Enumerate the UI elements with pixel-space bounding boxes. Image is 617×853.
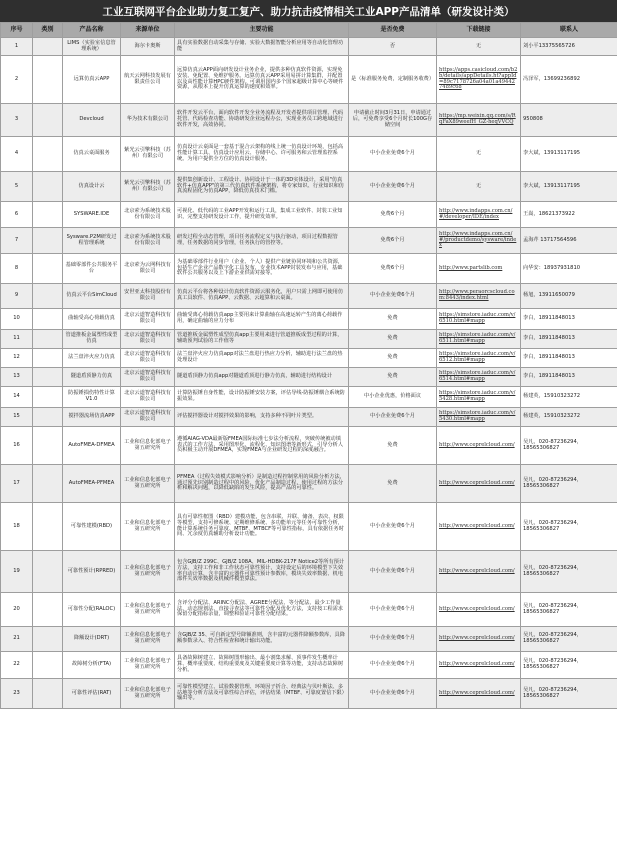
col-header-source: 来源单位 xyxy=(121,23,175,38)
row-category xyxy=(33,627,63,652)
row-number: 20 xyxy=(1,593,33,627)
row-number: 7 xyxy=(1,228,33,254)
table-header-row xyxy=(1,23,617,38)
row-source-unit: 工业和信息化部电子第五研究所 xyxy=(121,679,175,709)
row-download-link[interactable]: http://www.ceprelcloud.com/ xyxy=(437,465,521,503)
row-free-status: 免费6个月 xyxy=(349,228,437,254)
row-source-unit: 工业和信息化部电子第五研究所 xyxy=(121,427,175,465)
row-free-status: 中小企业免费6个月 xyxy=(349,627,437,652)
row-main-function: 可视化、低代码的工业APP开发和运行工具，集成工业软件、封装工业知识，完整支持研发设计工作，提升研发效率。 xyxy=(175,202,349,228)
row-source-unit: 工业和信息化部电子第五研究所 xyxy=(121,627,175,652)
row-product-name: Devcloud xyxy=(63,104,121,137)
row-category xyxy=(33,309,63,330)
table-row xyxy=(1,137,617,172)
row-category xyxy=(33,387,63,408)
row-main-function: 法兰盘淬火应力仿真app对法兰盘进行热应力分析，辅助进行法兰盘的热处理设计 xyxy=(175,349,349,368)
row-number: 16 xyxy=(1,427,33,465)
row-free-status: 免费6个月 xyxy=(349,202,437,228)
row-main-function: 管道推板金属塑性成型仿真app主要用来进行管道推板成型过程的计算，辅助预判试验的工作值等 xyxy=(175,330,349,349)
row-free-status: 中小企业免费6个月 xyxy=(349,551,437,593)
row-contact: 吴凡，020-87236294，18565306827 xyxy=(521,593,617,627)
row-source-unit: 工业和信息化部电子第五研究所 xyxy=(121,551,175,593)
row-contact: 吴凡，020-87236294，18565306827 xyxy=(521,551,617,593)
row-category xyxy=(33,284,63,309)
row-contact: 李白，18911848013 xyxy=(521,368,617,387)
row-source-unit: 紫光云引擎科技（苏州）有限公司 xyxy=(121,172,175,202)
col-header-function: 主要功能 xyxy=(175,23,349,38)
row-free-status: 中小企业免费6个月 xyxy=(349,172,437,202)
row-source-unit: 北京索为系统技术股份有限公司 xyxy=(121,202,175,228)
row-product-name: 降额设计(DRT) xyxy=(63,627,121,652)
row-number: 19 xyxy=(1,551,33,593)
col-header-link: 下载链接 xyxy=(437,23,521,38)
row-download-link[interactable]: http://www.peraorcscloud.com:8443/index.html xyxy=(437,284,521,309)
row-download-link: 无 xyxy=(437,172,521,202)
row-number: 4 xyxy=(1,137,33,172)
table-row xyxy=(1,503,617,551)
row-main-function: 提供集创新设计、工程设计、协同设计于一体的3D实体设计，采用"仿真软件+仿真APP"的第三代仿真软件系统架构，将专家知识、行业知识和仿真流程固化为仿真APP，降低仿真技术门槛。 xyxy=(175,172,349,202)
row-main-function: 计算防振锤自身性能，设计防振锤安装方案，评估导线-防振锤耦合系统防振效果。 xyxy=(175,387,349,408)
product-table xyxy=(0,22,617,709)
row-source-unit: 紫光云引擎科技（苏州）有限公司 xyxy=(121,137,175,172)
row-source-unit: 华为技术有限公司 xyxy=(121,104,175,137)
row-product-name: 可靠性建模(RBD) xyxy=(63,503,121,551)
row-number: 1 xyxy=(1,38,33,56)
row-download-link[interactable]: https://simstore.iaduc.com/v/6511.html#mapp xyxy=(437,330,521,349)
row-download-link[interactable]: http://www.ceprelcloud.com/ xyxy=(437,551,521,593)
row-contact: 吴凡，020-87236294，18565306827 xyxy=(521,679,617,709)
row-category xyxy=(33,465,63,503)
row-source-unit: 北京云道智造科技有限公司 xyxy=(121,387,175,408)
row-source-unit: 工业和信息化部电子第五研究所 xyxy=(121,593,175,627)
row-free-status: 免费 xyxy=(349,330,437,349)
row-number: 15 xyxy=(1,408,33,427)
document-title: 工业互联网平台企业助力复工复产、助力抗击疫情相关工业APP产品清单（研发设计类） xyxy=(0,0,617,22)
table-row xyxy=(1,104,617,137)
table-row xyxy=(1,465,617,503)
row-source-unit: 海尔卡奥斯 xyxy=(121,38,175,56)
row-product-name: 防振锤损伤特性计算V1.0 xyxy=(63,387,121,408)
col-header-no: 序号 xyxy=(1,23,33,38)
row-free-status: 中小企业免费6个月 xyxy=(349,679,437,709)
row-free-status: 是（标准服务免费，定制服务收费） xyxy=(349,56,437,104)
row-product-name: 可靠性预计(RPRED) xyxy=(63,551,121,593)
row-number: 3 xyxy=(1,104,33,137)
row-product-name: Sysware.P2M研发过程管理系统 xyxy=(63,228,121,254)
row-product-name: SYSWARE.IDE xyxy=(63,202,121,228)
row-category xyxy=(33,137,63,172)
row-main-function: 可靠性模型建立、试验数据管理、环境因子折合、经典法与贝叶斯法、多站地等分析方法及可靠性综合评估，评估结果（MTBF、可靠度置信下限）输出等。 xyxy=(175,679,349,709)
row-free-status: 中小企业免费6个月 xyxy=(349,503,437,551)
row-main-function: 具有实验数据自动采集与存储、实验大数据智能分析应用等自动化管理功能 xyxy=(175,38,349,56)
col-header-name: 产品名称 xyxy=(63,23,121,38)
row-main-function: 为基础零部件行业用户（企业、个人）提供产业链协同环境和公共资源，包括生产企业产品数字化工具发布，专业技术APP封装发布与应用，基础软件公共服务以及上下游企业供需对接等。 xyxy=(175,254,349,284)
row-category xyxy=(33,330,63,349)
row-source-unit: 北京云道智造科技有限公司 xyxy=(121,408,175,427)
row-download-link[interactable]: http://www.indapps.com.cn/#/productdemo/sysware/index xyxy=(437,228,521,254)
row-source-unit: 工业和信息化部电子第五研究所 xyxy=(121,503,175,551)
row-number: 6 xyxy=(1,202,33,228)
row-contact: 李白，18911848013 xyxy=(521,349,617,368)
row-category xyxy=(33,56,63,104)
row-contact: 杨建英，15910323272 xyxy=(521,408,617,427)
table-row xyxy=(1,652,617,679)
row-free-status: 免费 xyxy=(349,427,437,465)
row-main-function: 包含GJB/Z 299C、GJB/Z 108A、MIL-HDBK-217F Notice2等所有预计方法，支持工作和非工作状态可靠性预计，支持设定后的环境模型下失效率自动计算，含丰富的元器件可靠性预计参数库，模块失效率数据、机电部件失效率数据及机械件模型算法。 xyxy=(175,551,349,593)
table-row xyxy=(1,172,617,202)
row-main-function: 仿真云平台将各种设计仿真软件资源云服务化，用户只需上网即可使用仿真工具软件、仿真APP、云数据、云超算和云桌面。 xyxy=(175,284,349,309)
row-number: 22 xyxy=(1,652,33,679)
row-free-status: 否 xyxy=(349,38,437,56)
row-main-function: 遵循AIAG-VDA最新版FMEA国际标准七步法分析流程，突破传统被动填表式的工作方法，采用图形化、流程化、知识图谱等新形式，引导分析人员积极主动开展DFMEA，实现FMEA与企业研发过程的深度融合。 xyxy=(175,427,349,465)
table-row xyxy=(1,202,617,228)
table-row xyxy=(1,408,617,427)
row-download-link[interactable]: https://apps.casicloud.com/b2b/details/appDetails.ht?appId=89c7178726a04a01a494427489c68 xyxy=(437,56,521,104)
row-download-link[interactable]: http://www.ceprelcloud.com/ xyxy=(437,679,521,709)
row-source-unit: 北京索为系统技术股份有限公司 xyxy=(121,228,175,254)
row-free-status: 中小企业优惠，价格面议 xyxy=(349,387,437,408)
row-number: 8 xyxy=(1,254,33,284)
table-row xyxy=(1,679,617,709)
row-contact: 杨建英，15910323272 xyxy=(521,387,617,408)
table-row xyxy=(1,254,617,284)
row-source-unit: 北京云道智造科技有限公司 xyxy=(121,309,175,330)
row-free-status: 免费 xyxy=(349,368,437,387)
row-download-link: 无 xyxy=(437,137,521,172)
row-main-function: 具有可靠性框图（RBD）建模功能，包含串联、并联、储备、表决、权限等模型，支持可修系统、定期维修系统、多功能单元等任务可靠性分析，能计算系统任务可靠度、MTBF、MTBCF等可靠性指标，具有依据任务时间、冗余度仿真辅助分析设计功能。 xyxy=(175,503,349,551)
row-contact: 李大斌，13913117195 xyxy=(521,137,617,172)
row-free-status: 中小企业免费6个月 xyxy=(349,137,437,172)
row-download-link: 无 xyxy=(437,38,521,56)
row-product-name: 管道推板金属塑性成型仿真 xyxy=(63,330,121,349)
table-row xyxy=(1,38,617,56)
row-category xyxy=(33,349,63,368)
row-contact: 吴凡，020-87236294，18565306827 xyxy=(521,627,617,652)
row-main-function: 仿真设计云桌面是一套基于混合云架构的线上统一仿真设计环境，包括高性能计算工具、仿真设计应用云、存储中心、许可服务和云管理监控系统。为用户提供全方位的仿真设计服务。 xyxy=(175,137,349,172)
row-product-name: 故障树分析(FTA) xyxy=(63,652,121,679)
row-number: 21 xyxy=(1,627,33,652)
row-main-function: 评估搅拌器设计对搅拌效果的影响，支持多种不同叶片类型。 xyxy=(175,408,349,427)
row-main-function: 曲轴受离心荷载仿真app主要用来计算曲轴在高速运转产生的离心荷载作用，确定曲轴的应力分布 xyxy=(175,309,349,330)
row-number: 10 xyxy=(1,309,33,330)
row-free-status: 免费 xyxy=(349,349,437,368)
row-contact: 吴凡，020-87236294，18565306827 xyxy=(521,465,617,503)
row-product-name: 搅拌器流场仿真APP xyxy=(63,408,121,427)
row-contact: 吴凡，020-87236294，18565306827 xyxy=(521,503,617,551)
row-download-link[interactable]: https://mp.weixin.qq.com/s/RqFaX89weefH_GZ-heqVVCQ xyxy=(437,104,521,137)
row-product-name: 仿真云平台SimCloud xyxy=(63,284,121,309)
row-number: 14 xyxy=(1,387,33,408)
row-category xyxy=(33,202,63,228)
row-contact: 李白，18911848013 xyxy=(521,309,617,330)
row-number: 17 xyxy=(1,465,33,503)
row-free-status: 免费 xyxy=(349,309,437,330)
row-main-function: 远算仿真云APP面向研发设计业务企业，提供多种仿真软件资源，实现免安装、免配置、免维护服务。远算仿真云APP采用易拼计算集群，并配置以及高性能计算HPC硬件架构。可调用国内多个国家超级计算中心等硬件资源，从根本上提升仿真运算的速度和效率。 xyxy=(175,56,349,104)
row-number: 9 xyxy=(1,284,33,309)
table-row xyxy=(1,309,617,330)
row-product-name: 仿真云桌面服务 xyxy=(63,137,121,172)
row-contact: 王嵩，18621373922 xyxy=(521,202,617,228)
row-product-name: 远算仿真云APP xyxy=(63,56,121,104)
row-number: 11 xyxy=(1,330,33,349)
table-row xyxy=(1,551,617,593)
row-main-function: PFMEA（过程失效模式影响分析）是制造过程控制常用的风险分析方法，通过预先识别制造过程中的风险，优化产品制造过程，使用过程的方法分析和解决问题，以降低缺陷的发生风险，提高产品的可靠性。 xyxy=(175,465,349,503)
table-row xyxy=(1,330,617,349)
row-category xyxy=(33,38,63,56)
row-download-link[interactable]: http://www.ceprelcloud.com/ xyxy=(437,427,521,465)
row-category xyxy=(33,104,63,137)
table-row xyxy=(1,627,617,652)
row-free-status: 中小企业免费6个月 xyxy=(349,284,437,309)
col-header-category: 类别 xyxy=(33,23,63,38)
row-contact: 杨旭，13911650079 xyxy=(521,284,617,309)
row-category xyxy=(33,254,63,284)
row-product-name: 仿真设计云 xyxy=(63,172,121,202)
row-product-name: 曲轴受高心荷载仿真 xyxy=(63,309,121,330)
row-main-function: 研发过程全动态管理，项目任务流程定义与执行驱动，项目过程数据管理，任务数据的同步管理，任务执行的管控等。 xyxy=(175,228,349,254)
row-free-status: 免费6个月 xyxy=(349,254,437,284)
row-source-unit: 工业和信息化部电子第五研究所 xyxy=(121,465,175,503)
row-main-function: 隧道盾顶静力仿真app对隧道盾顶进行静力仿真，辅助进行结构设计 xyxy=(175,368,349,387)
row-free-status: 中小企业免费6个月 xyxy=(349,593,437,627)
row-category xyxy=(33,679,63,709)
table-row xyxy=(1,593,617,627)
col-header-free: 是否免费 xyxy=(349,23,437,38)
row-contact: 向华安：18937931810 xyxy=(521,254,617,284)
row-download-link[interactable]: https://simstore.iaduc.com/v/6514.html#mapp xyxy=(437,368,521,387)
row-free-status: 中小企业免费6个月 xyxy=(349,408,437,427)
row-download-link[interactable]: http://www.partslib.com xyxy=(437,254,521,284)
row-main-function: 软件开发云平台，面向软件开发全业务流程及开发者提供项目管理、代码托管、代码检查功能、协助研发企业远程办公，实现业务员工跨地域进行软件开发，高效协同。 xyxy=(175,104,349,137)
row-download-link[interactable]: https://simstore.iaduc.com/v/5430.html#mapp xyxy=(437,408,521,427)
row-product-name: AutoFMEA-PFMEA xyxy=(63,465,121,503)
row-product-name: LIMS（实验室信息管理系统） xyxy=(63,38,121,56)
table-row xyxy=(1,427,617,465)
row-product-name: 法兰盘淬火应力仿真 xyxy=(63,349,121,368)
table-row xyxy=(1,56,617,104)
row-download-link[interactable]: https://simstore.iaduc.com/v/5428.html#mapp xyxy=(437,387,521,408)
row-contact: 950808 xyxy=(521,104,617,137)
row-contact: 刘小平13375565726 xyxy=(521,38,617,56)
row-product-name: 基础零部件公共服务平台 xyxy=(63,254,121,284)
row-category xyxy=(33,551,63,593)
row-category xyxy=(33,427,63,465)
row-category xyxy=(33,503,63,551)
row-main-function: 具备故障树建立、故障树图形输出、最小割集求解、顶事件发生概率计算、概率重要度、结构重要度及关键重要度计算等功能，支持动态故障树分析。 xyxy=(175,652,349,679)
row-category xyxy=(33,593,63,627)
table-row xyxy=(1,387,617,408)
row-download-link[interactable]: http://www.ceprelcloud.com/ xyxy=(437,503,521,551)
row-download-link[interactable]: https://simstore.iaduc.com/v/6512.html#mapp xyxy=(437,349,521,368)
row-source-unit: 航天云网科技发展有限责任公司 xyxy=(121,56,175,104)
row-product-name: AutoFMEA-DFMEA xyxy=(63,427,121,465)
row-main-function: 含GJB/Z 35、可自新定型号降额准则，含丰富的元器件降额参数库，具降额参数录入、符合性检查和统计输出功能。 xyxy=(175,627,349,652)
row-product-name: 可靠性分配(RALOC) xyxy=(63,593,121,627)
row-category xyxy=(33,368,63,387)
row-category xyxy=(33,172,63,202)
row-product-name: 隧道盾顶静力仿真 xyxy=(63,368,121,387)
row-source-unit: 北京云道智造科技有限公司 xyxy=(121,368,175,387)
row-source-unit: 北京云道智造科技有限公司 xyxy=(121,349,175,368)
row-contact: 吴凡，020-87236294，18565306827 xyxy=(521,652,617,679)
table-row xyxy=(1,228,617,254)
row-number: 23 xyxy=(1,679,33,709)
col-header-contact: 联系人 xyxy=(521,23,617,38)
row-category xyxy=(33,228,63,254)
row-free-status: 申请截止时间3月31日，申请通过后，可免费享受6个月时长100G存储空间 xyxy=(349,104,437,137)
row-number: 2 xyxy=(1,56,33,104)
row-source-unit: 工业和信息化部电子第五研究所 xyxy=(121,652,175,679)
row-source-unit: 北京云道智造科技有限公司 xyxy=(121,330,175,349)
row-product-name: 可靠性评估(RAT) xyxy=(63,679,121,709)
row-download-link[interactable]: http://www.ceprelcloud.com/ xyxy=(437,652,521,679)
row-category xyxy=(33,652,63,679)
row-contact: 李大斌，13913117195 xyxy=(521,172,617,202)
row-contact: 冯泽军，13699236892 xyxy=(521,56,617,104)
table-row xyxy=(1,368,617,387)
row-download-link[interactable]: http://www.ceprelcloud.com/ xyxy=(437,627,521,652)
row-download-link[interactable]: https://simstore.iaduc.com/v/6510.html#mapp xyxy=(437,309,521,330)
table-row xyxy=(1,284,617,309)
row-contact: 孟海芹 13717564596 xyxy=(521,228,617,254)
row-download-link[interactable]: http://www.indapps.com.cn/#/developer/IDE/index xyxy=(437,202,521,228)
row-source-unit: 安世亚太科技股份有限公司 xyxy=(121,284,175,309)
row-number: 18 xyxy=(1,503,33,551)
row-number: 5 xyxy=(1,172,33,202)
row-free-status: 免费 xyxy=(349,465,437,503)
row-number: 13 xyxy=(1,368,33,387)
row-source-unit: 北京索为云网科技有限公司 xyxy=(121,254,175,284)
row-contact: 李白，18911848013 xyxy=(521,330,617,349)
row-download-link[interactable]: http://www.ceprelcloud.com/ xyxy=(437,593,521,627)
row-contact: 吴凡，020-87236294，18565306827 xyxy=(521,427,617,465)
row-free-status: 中小企业免费6个月 xyxy=(349,652,437,679)
row-number: 12 xyxy=(1,349,33,368)
table-row xyxy=(1,349,617,368)
row-main-function: 含评分分配法、ARINC分配法、AGREE分配法、等分配法、最少工作量法、动态规划法、直接寻查法等可靠性分配及优化方法，支持按工程需求保留分配指标余量，调整和验证可靠性分配结果。 xyxy=(175,593,349,627)
row-category xyxy=(33,408,63,427)
